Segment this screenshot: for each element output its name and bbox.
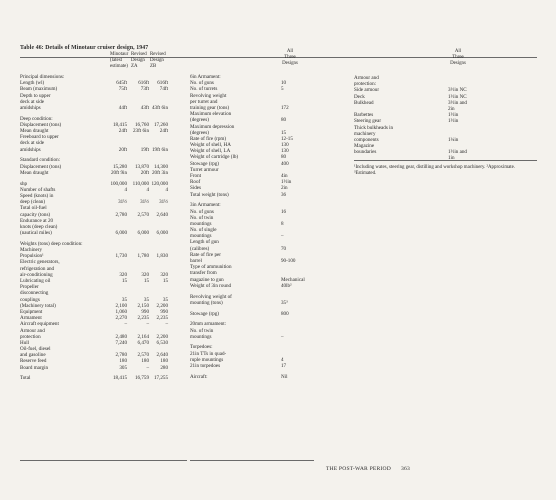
row-value: 2,270 (115, 315, 127, 322)
row-label: amidships (20, 146, 41, 153)
row-value: – (165, 321, 168, 328)
row-label: knots (deep clean) (20, 223, 58, 230)
row-value: – (146, 364, 149, 371)
row-label: Endurance at 20 (20, 217, 54, 224)
row-value: 35³ (281, 299, 288, 306)
row-value: 2,100 (115, 302, 127, 309)
row-label: Displacement (tons) (20, 121, 62, 128)
row-label: Bulkhead (354, 99, 374, 106)
row-value: 100,000 (110, 180, 127, 187)
row-value: 10 (281, 80, 287, 87)
header-line: All (286, 49, 294, 54)
row-value: 6,000 (156, 230, 168, 237)
row-label: Type of ammunition (190, 264, 232, 271)
row-value: 110,000 (132, 180, 149, 187)
row-label: Mean draught (20, 128, 49, 135)
row-value: 40lb² (281, 282, 292, 289)
col1-header-0 (110, 52, 128, 69)
header-line: ZA (131, 63, 138, 69)
row-label: No. of twin (190, 327, 214, 334)
table-row (190, 363, 316, 369)
row-label: Maximum elevation (190, 111, 232, 118)
row-label: machinery (354, 130, 376, 137)
row-value: 2in (448, 105, 455, 112)
row-label: Armour and (354, 75, 379, 81)
row-value: 2,480 (115, 333, 127, 340)
table-row (20, 230, 188, 236)
row-label: Displacement (tons) (20, 163, 62, 170)
row-label: Side armour (354, 87, 380, 94)
row-value: 24ft (159, 128, 168, 135)
row-label: Length (wl) (20, 80, 45, 87)
row-label: Weight of 3in round (190, 282, 232, 289)
row-value: 1in (448, 155, 455, 162)
row-value: Nil (281, 373, 288, 380)
table-row (20, 365, 188, 371)
row-value: 4 (124, 186, 127, 193)
row-label: Front (190, 173, 202, 179)
header-line: All (454, 49, 462, 54)
row-value: 2,640 (156, 352, 168, 359)
row-label: Roof (190, 179, 201, 186)
row-value: 6,000 (137, 230, 149, 237)
row-label: No. of turrets (190, 86, 218, 93)
row-label: (calibres) (190, 245, 210, 252)
row-value: 2,235 (137, 315, 149, 322)
row-value: Mechanical (281, 276, 305, 283)
row-label: Deep condition: (20, 115, 53, 122)
row-label: 21in torpedoes (190, 363, 221, 370)
header-line: ZB (150, 63, 157, 69)
row-value: 2,780 (115, 211, 127, 218)
column-1-bottom-rule (20, 460, 187, 461)
row-label: Total (20, 375, 31, 382)
header-line: Design (131, 57, 145, 63)
row-value: 35 (143, 296, 149, 303)
row-label: protection: (354, 81, 377, 88)
page-footer (326, 466, 410, 472)
row-value: 90-100 (281, 258, 296, 265)
row-label: air-conditioning (20, 271, 53, 278)
header-line: Revised (150, 52, 166, 57)
row-value: 43ft (140, 104, 149, 111)
row-label: Sides (190, 185, 202, 192)
row-value: 1½in and (448, 149, 467, 156)
row-label: Oil-fuel, diesel (20, 346, 51, 353)
col2-header (280, 49, 300, 66)
row-value: 1½in (448, 118, 459, 125)
page-number: 363 (401, 466, 410, 472)
row-value: 36 (281, 191, 287, 198)
row-value: 4 (146, 186, 149, 193)
row-value: 180 (160, 358, 168, 365)
row-label: No. of guns (190, 80, 214, 87)
row-value: 180 (141, 358, 149, 365)
row-value: 2,200 (156, 302, 168, 309)
row-label: Speed (knots) in (20, 192, 54, 199)
column-2 (190, 74, 316, 380)
row-label: capacity (tons) (20, 211, 51, 218)
row-value: 15 (143, 278, 149, 284)
table-row (190, 192, 316, 198)
row-value: 17 (281, 363, 287, 370)
row-label: Equipment (20, 308, 43, 315)
row-label: Total oil-fuel (20, 205, 47, 212)
row-value: 4 (281, 356, 284, 363)
row-value: 80 (281, 117, 287, 124)
row-value: 24ft (118, 128, 127, 135)
row-value: 18,415 (112, 121, 127, 128)
row-label: magazine to gun (190, 276, 224, 283)
row-label: training gear (tons) (190, 104, 230, 111)
row-value: 616ft (157, 80, 168, 87)
table-row (190, 334, 316, 340)
row-label: Steering gear (354, 118, 382, 125)
row-value: 4in (281, 173, 288, 179)
row-label: Weight of shell, HA (190, 142, 231, 149)
row-value: 43ft 6in (152, 104, 168, 111)
row-label: Freeboard to upper (20, 134, 59, 141)
row-label: (degrees) (190, 117, 209, 124)
row-value: 17,260 (153, 121, 168, 128)
row-label: deck at side (20, 98, 45, 105)
row-label: mountings (190, 233, 212, 240)
row-value: 13,870 (134, 163, 149, 170)
row-value: 990 (141, 308, 149, 315)
row-value: 616ft (138, 80, 149, 87)
row-label: and gasoline (20, 352, 46, 359)
row-label: 21in TTs in quad- (190, 350, 227, 357)
row-value: 23ft 6in (133, 128, 149, 135)
row-value: 70 (281, 245, 287, 252)
header-line: Three (284, 54, 296, 60)
row-value: 645ft (116, 80, 127, 87)
row-value: 75ft (118, 86, 127, 93)
row-label: disconnecting (20, 290, 49, 297)
row-value: 1½in (448, 112, 459, 119)
row-label: Beam (maximum) (20, 86, 58, 93)
row-value: 2,164 (137, 333, 149, 340)
header-line: Minotaur (110, 52, 129, 57)
row-label: mounting (tons) (190, 299, 223, 306)
row-label: Length of gun (190, 239, 219, 246)
row-value: 120,000 (151, 180, 168, 187)
row-value: 4 (165, 186, 168, 193)
row-label: Torpedoes: (190, 344, 213, 351)
header-line: (latest (110, 57, 122, 63)
row-value: 2,780 (115, 352, 127, 359)
row-value: 320 (119, 271, 127, 278)
row-label: Standard condition: (20, 157, 61, 164)
table-row (20, 147, 188, 153)
row-label: Total weight (tons) (190, 191, 229, 198)
header-line: Design (150, 57, 164, 63)
row-label: 20mm armament: (190, 321, 227, 328)
column-3 (354, 75, 537, 162)
row-label: Barbettes (354, 112, 374, 119)
row-label: Board margin (20, 364, 49, 371)
row-label: Propeller (20, 284, 39, 291)
row-value: 6,470 (137, 339, 149, 346)
row-label: No. of twin (190, 214, 214, 221)
row-value: 2,570 (137, 211, 149, 218)
header-line: estimate) (110, 63, 128, 69)
row-value: 15 (121, 278, 127, 284)
row-value: 172 (281, 104, 289, 111)
row-value: 305 (119, 364, 127, 371)
row-value: 320 (141, 271, 149, 278)
header-line: Revised (131, 52, 147, 57)
row-label: Electric generators, (20, 259, 60, 266)
row-label: transfer from (190, 270, 217, 277)
table-row (190, 311, 316, 317)
row-value: 1¼in (448, 136, 459, 143)
row-value: 280 (160, 364, 168, 371)
row-value: 3½in and (448, 99, 467, 106)
row-label: Revolving weight of (190, 293, 232, 300)
row-label: Stowage (rpg) (190, 310, 219, 317)
row-label: refrigeration and (20, 265, 55, 272)
row-value: 31½ (140, 199, 149, 206)
row-label: Armour and (20, 327, 45, 334)
row-value: – (281, 333, 284, 340)
row-value: 400 (281, 160, 289, 167)
row-value: 1½in NC (448, 93, 467, 100)
row-value: 2,640 (156, 211, 168, 218)
row-label: Maximum depression (190, 123, 235, 130)
row-label: Magazine (354, 143, 375, 150)
column-2-bottom-rule (190, 460, 314, 461)
row-label: 3in Armament: (190, 202, 221, 209)
row-label: Propulsion¹ (20, 253, 44, 260)
row-label: 6in Armament: (190, 74, 221, 80)
row-value: 35 (162, 296, 168, 303)
row-value: 1,830 (156, 253, 168, 260)
row-label: shp (20, 180, 28, 187)
row-value: 2,235 (156, 315, 168, 322)
row-label: Mean draught (20, 169, 49, 176)
row-label: boundaries (354, 149, 377, 156)
col1-header-1 (131, 52, 147, 69)
row-value: 1,730 (115, 253, 127, 260)
row-value: 6,000 (115, 230, 127, 237)
row-label: Revolving weight (190, 92, 227, 99)
column-1 (20, 74, 188, 382)
row-value: 20ft 9in (111, 169, 127, 176)
row-value: 35 (121, 296, 127, 303)
row-value: 31½ (159, 199, 168, 206)
row-label: protection (20, 333, 41, 340)
row-value: 31½ (118, 199, 127, 206)
table-row (190, 300, 316, 306)
row-value: 15 (162, 278, 168, 284)
row-label: Reserve feed (20, 358, 47, 365)
row-label: amidships (20, 104, 41, 111)
row-label: Armament (20, 315, 42, 322)
row-value: 6,530 (156, 339, 168, 346)
row-label: ruple mountings (190, 356, 224, 363)
col1-header-2 (150, 52, 166, 69)
table-row (20, 105, 188, 111)
row-value: 44ft (118, 104, 127, 111)
row-value: 15 (281, 129, 287, 136)
row-value: 17,255 (153, 375, 168, 382)
table-row (190, 374, 316, 380)
header-line: Designs (282, 60, 298, 66)
row-value: 2,570 (137, 352, 149, 359)
row-value: 7,240 (115, 339, 127, 346)
row-value: 19ft 6in (152, 146, 168, 153)
header-line: Designs (450, 60, 466, 66)
table-row (190, 283, 316, 289)
row-value: 74ft (159, 86, 168, 93)
row-value: 2,150 (137, 302, 149, 309)
row-value: 1,780 (137, 253, 149, 260)
row-label: Rate of fire (rpm) (190, 135, 227, 142)
row-label: Hull (20, 339, 30, 346)
row-value: 80 (281, 154, 287, 161)
row-label: (nautical miles) (20, 230, 52, 237)
row-value: 12-15 (281, 135, 293, 142)
row-label: mountings (190, 220, 212, 227)
row-value: 20ft 3in (152, 169, 168, 176)
row-label: (degrees) (190, 129, 209, 136)
row-label: Turret armour (190, 166, 219, 173)
row-label: couplings (20, 296, 40, 303)
row-label: Deck (354, 93, 365, 100)
header-line: Three (452, 54, 464, 60)
row-value: 1,060 (115, 308, 127, 315)
row-label: Weight of cartridge (lb) (190, 154, 239, 161)
row-value: 2in (281, 185, 288, 192)
row-value: 180 (119, 358, 127, 365)
row-label: Stowage (rpg) (190, 160, 219, 167)
row-value: 16 (281, 208, 287, 215)
row-label: Weights (tons) deep condition: (20, 240, 83, 247)
row-label: mountings (190, 333, 212, 340)
row-label: components (354, 136, 379, 143)
row-label: Lubricating oil (20, 278, 51, 284)
row-label: Machinery (20, 247, 43, 254)
row-label: Weight of shell, LA (190, 148, 231, 155)
row-value: 73ft (140, 86, 149, 93)
row-label: Depth to upper (20, 92, 51, 99)
row-value: 990 (160, 308, 168, 315)
row-label: Principal dimensions: (20, 74, 65, 80)
row-label: Rate of fire per (190, 251, 221, 258)
row-value: 1½in (281, 179, 292, 186)
footnote: ¹Including wates, steering gear, distilling and workshop machinery. ²Approximate. ³Estimated. (354, 165, 516, 176)
row-value: 5 (281, 86, 284, 93)
row-label: Thick bulkheads in (354, 124, 394, 131)
row-label: Aircraft equipment (20, 321, 59, 328)
row-value: 14,300 (153, 163, 168, 170)
row-value: 130 (281, 148, 289, 155)
row-value: – (124, 321, 127, 328)
row-value: 2,200 (156, 333, 168, 340)
row-label: deep (clean) (20, 199, 46, 206)
row-label: (Machinery total) (20, 302, 56, 309)
table-title: Table 46: Details of Minotaur cruiser design, 1947 (20, 45, 149, 51)
row-value: – (281, 233, 284, 240)
row-value: 16,760 (134, 121, 149, 128)
row-label: deck at side (20, 140, 45, 147)
row-label: Aircraft: (190, 373, 208, 380)
row-label: per turret and (190, 98, 218, 105)
row-label: No. of single (190, 227, 217, 234)
row-label: barrel (190, 258, 202, 265)
row-value: 20ft (118, 146, 127, 153)
row-value: 20ft (140, 169, 149, 176)
row-value: – (146, 321, 149, 328)
row-value: 18,415 (112, 375, 127, 382)
col3-header (446, 49, 470, 66)
row-label: No. of guns (190, 208, 214, 215)
row-value: 16,759 (134, 375, 149, 382)
row-value: 320 (160, 271, 168, 278)
row-value: 130 (281, 142, 289, 149)
table-row (20, 375, 188, 381)
column-3-bottom-rule (354, 160, 537, 161)
row-label: Number of shafts (20, 186, 56, 193)
row-value: 19ft (140, 146, 149, 153)
section-title: THE POST-WAR PERIOD (325, 466, 391, 472)
row-value: 8 (281, 220, 284, 227)
row-value: 3½in NC (448, 87, 467, 94)
row-value: 800 (281, 310, 289, 317)
table-row (20, 170, 188, 176)
row-value: 15,280 (112, 163, 127, 170)
